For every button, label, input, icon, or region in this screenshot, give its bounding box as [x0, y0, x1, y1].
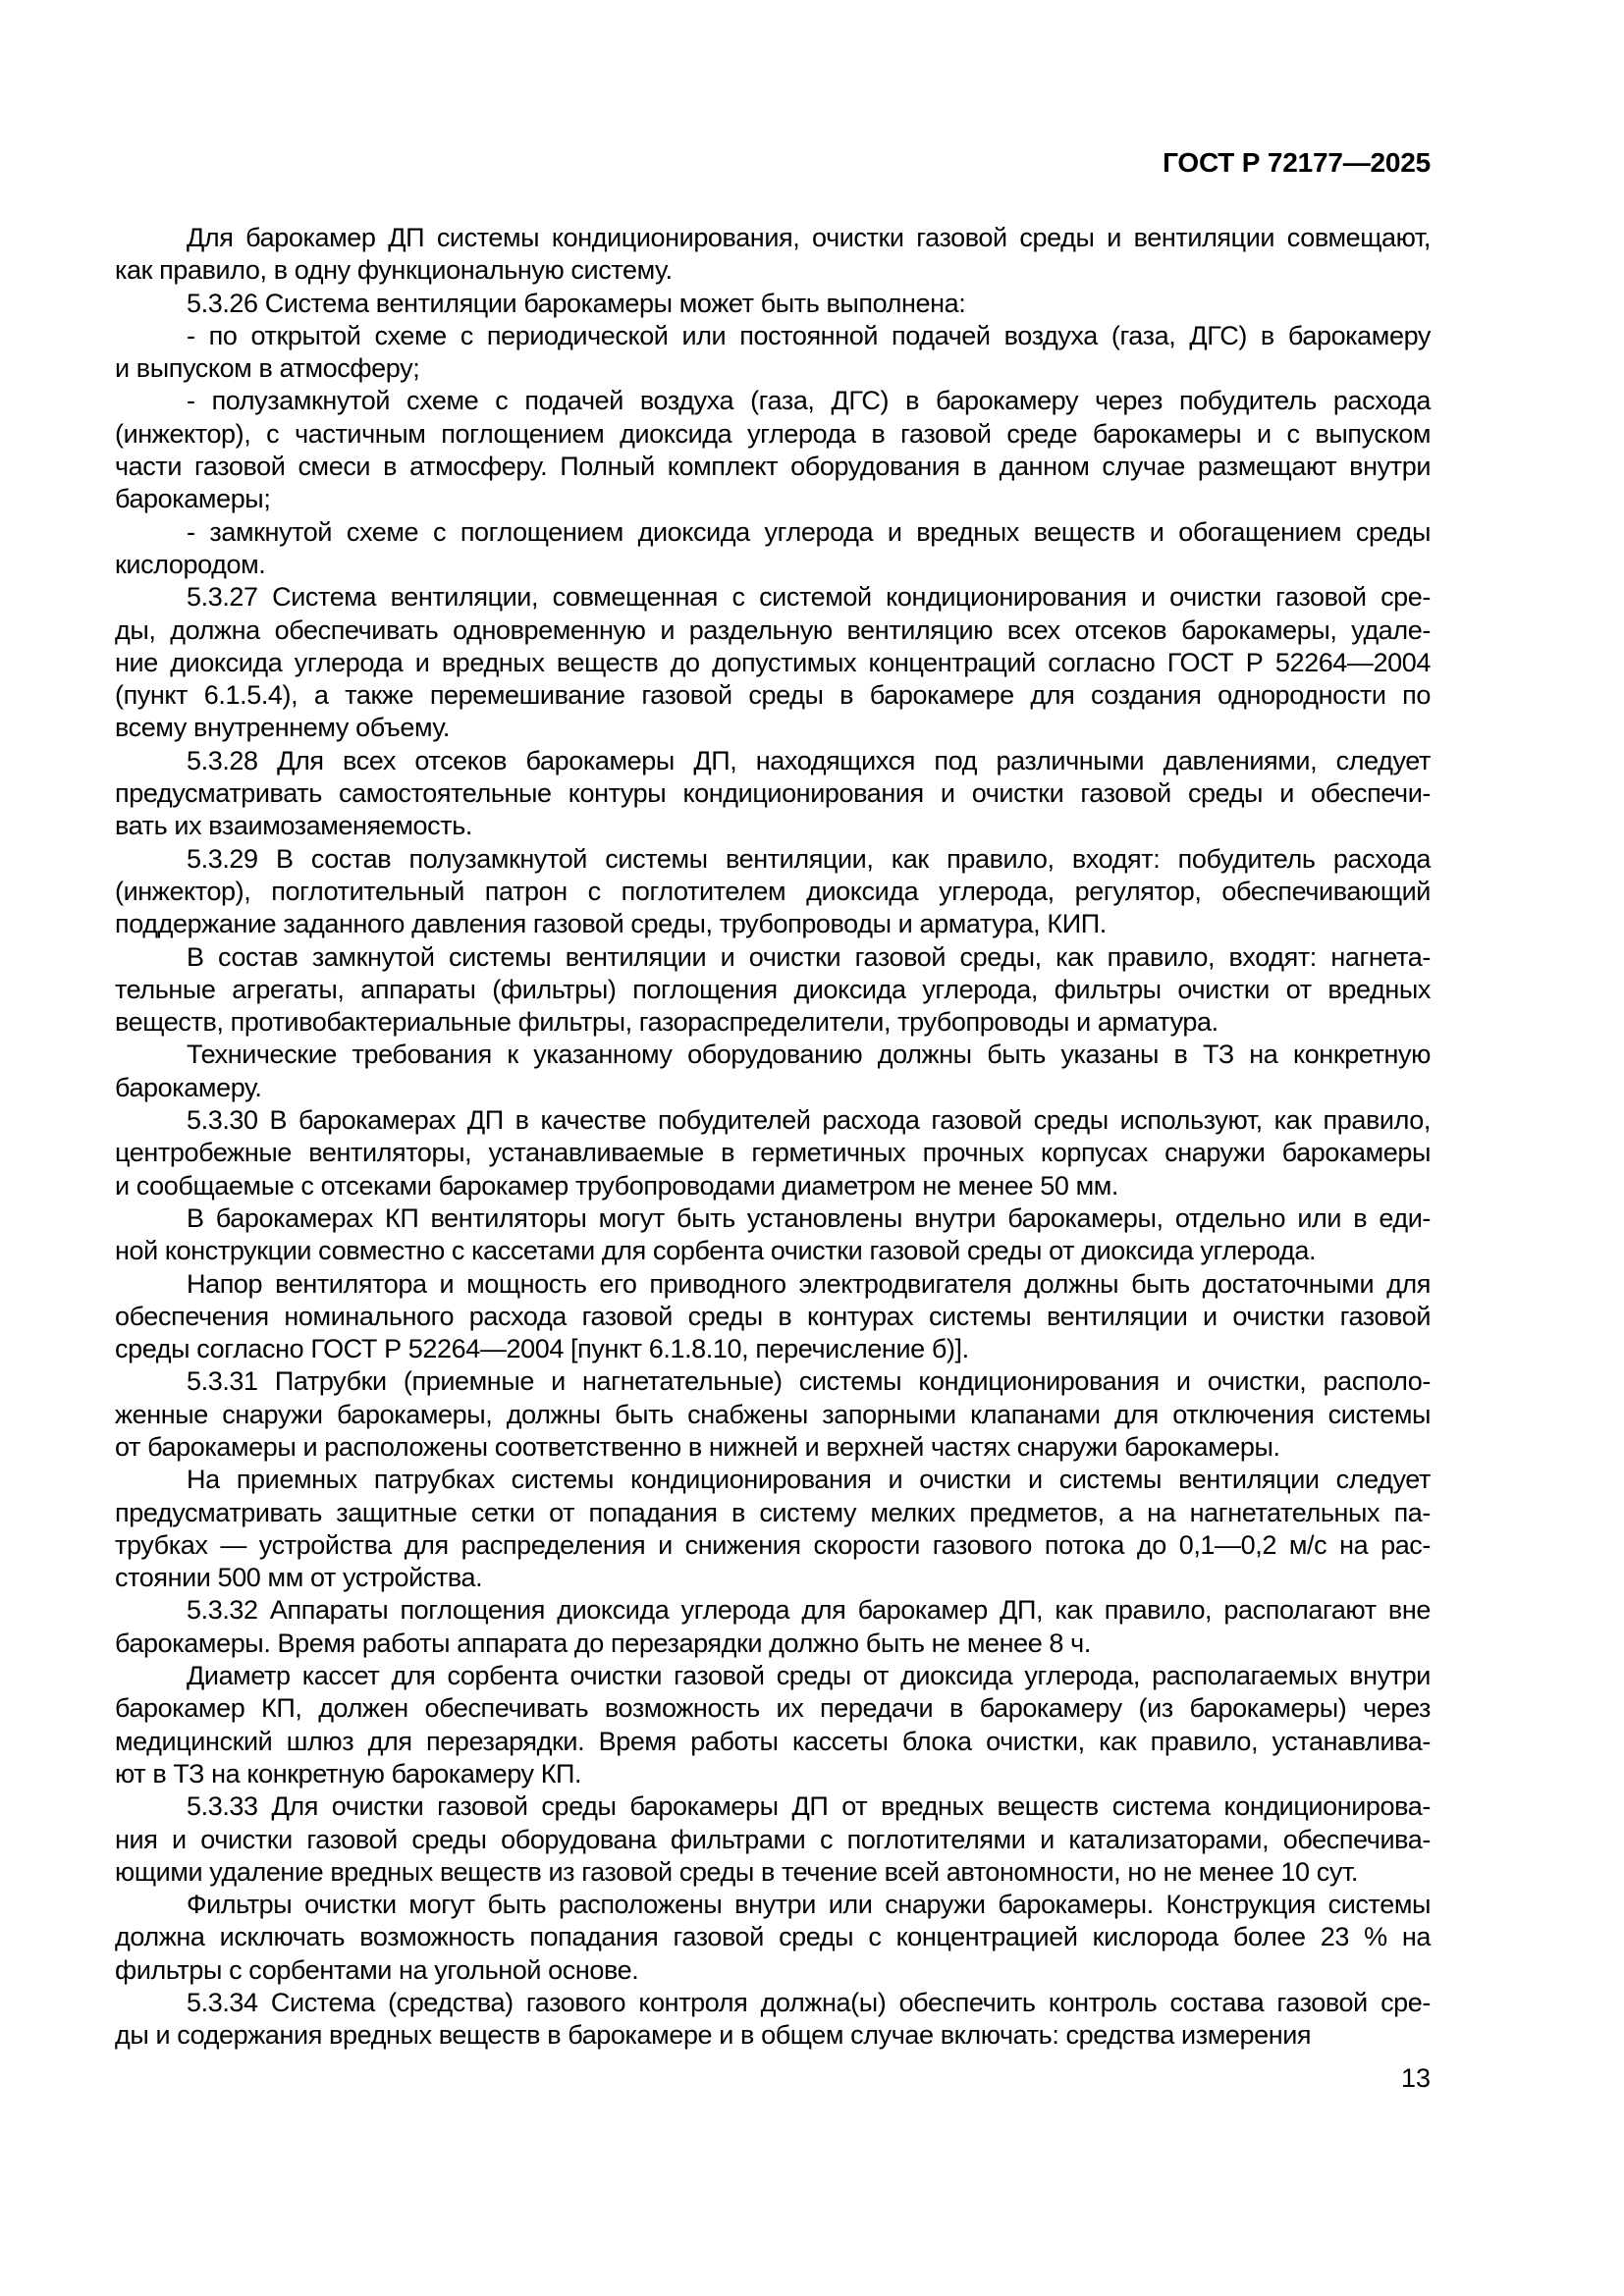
- text-line: барокамеру.: [115, 1072, 262, 1102]
- text-line: вать их взаимозаменяемость.: [115, 811, 473, 841]
- text-line: 5.3.27 Система вентиляции, совмещенная с системой кондиционирования и очистки газовой сре-: [187, 582, 1431, 613]
- text-line: трубках — устройства для распределения и снижения скорости газового потока до 0,1—0,2 м/с на рас-: [115, 1529, 1431, 1560]
- text-line: предусматривать защитные сетки от попадания в систему мелких предметов, а на нагнетательных па-: [115, 1497, 1431, 1527]
- text-line: - полузамкнутой схеме с подачей воздуха (газа, ДГС) в барокамеру через побудитель расхода: [187, 386, 1431, 416]
- text-line: 5.3.28 Для всех отсеков барокамеры ДП, находящихся под различными давлениями, следует: [187, 745, 1431, 775]
- text-line: 5.3.31 Патрубки (приемные и нагнетательные) системы кондиционирования и очистки, располо-: [187, 1366, 1431, 1397]
- text-line: - замкнутой схеме с поглощением диоксида углерода и вредных веществ и обогащением среды: [187, 516, 1431, 547]
- text-line: ния и очистки газовой среды оборудована фильтрами с поглотителями и катализаторами, обеспечива-: [115, 1824, 1431, 1854]
- text-line: и выпуском в атмосферу;: [115, 353, 420, 384]
- text-line: медицинский шлюз для перезарядки. Время работы кассеты блока очистки, как правило, устанавлива-: [115, 1726, 1431, 1756]
- text-line: 5.3.34 Система (средства) газового контроля должна(ы) обеспечить контроль состава газовой сре-: [187, 1988, 1431, 2018]
- text-line: барокамеры. Время работы аппарата до перезарядки должно быть не менее 8 ч.: [115, 1628, 1091, 1658]
- text-line: обеспечения номинального расхода газовой среды в контурах системы вентиляции и очистки газовой: [115, 1301, 1431, 1331]
- text-line: - по открытой схеме с периодической или постоянной подачей воздуха (газа, ДГС) в барокамеру: [187, 320, 1431, 350]
- text-line: ды и содержания вредных веществ в барокамере и в общем случае включать: средства измерения: [115, 2020, 1312, 2051]
- text-line: 5.3.33 Для очистки газовой среды барокамеры ДП от вредных веществ система кондиционирова-: [187, 1791, 1431, 1822]
- text-line: кислородом.: [115, 549, 266, 579]
- text-line: (инжектор), с частичным поглощением диоксида углерода в газовой среде барокамеры и с выпуском: [115, 418, 1431, 449]
- text-line: как правило, в одну функциональную систему.: [115, 255, 673, 286]
- text-line: В состав замкнутой системы вентиляции и очистки газовой среды, как правило, входят: нагнета-: [187, 941, 1431, 972]
- text-line: барокамеры;: [115, 484, 271, 514]
- text-line: На приемных патрубках системы кондиционирования и очистки и системы вентиляции следует: [187, 1465, 1431, 1495]
- text-line: Напор вентилятора и мощность его приводного электродвигателя должны быть достаточными для: [187, 1268, 1431, 1299]
- text-line: должна исключать возможность попадания газовой среды с концентрацией кислорода более 23 % на: [115, 1922, 1431, 1952]
- text-line: фильтры с сорбентами на угольной основе.: [115, 1954, 639, 1985]
- text-line: 5.3.32 Аппараты поглощения диоксида углерода для барокамер ДП, как правило, располагают вне: [187, 1595, 1431, 1626]
- text-line: В барокамерах КП вентиляторы могут быть установлены внутри барокамеры, отдельно или в еди-: [187, 1202, 1431, 1233]
- text-line: от барокамеры и расположены соответственно в нижней и верхней частях снаружи барокамеры.: [115, 1431, 1280, 1462]
- text-line: ной конструкции совместно с кассетами для сорбента очистки газовой среды от диоксида углерода.: [115, 1236, 1317, 1266]
- text-line: всему внутреннему объему.: [115, 713, 450, 743]
- text-line: 5.3.26 Система вентиляции барокамеры может быть выполнена:: [187, 288, 966, 318]
- text-line: барокамер КП, должен обеспечивать возможность их передачи в барокамеру (из барокамеры) через: [115, 1693, 1431, 1724]
- text-line: 5.3.29 В состав полузамкнутой системы вентиляции, как правило, входят: побудитель расхода: [187, 843, 1431, 874]
- document-header-standard-number: ГОСТ Р 72177—2025: [1163, 147, 1431, 178]
- text-line: женные снаружи барокамеры, должны быть снабжены запорными клапанами для отключения системы: [115, 1399, 1431, 1429]
- text-line: (инжектор), поглотительный патрон с поглотителем диоксида углерода, регулятор, обеспечивающий: [115, 876, 1431, 906]
- text-line: Технические требования к указанному оборудованию должны быть указаны в ТЗ на конкретную: [187, 1040, 1431, 1070]
- text-line: Для барокамер ДП системы кондиционирования, очистки газовой среды и вентиляции совмещают,: [187, 223, 1431, 252]
- text-line: 5.3.30 В барокамерах ДП в качестве побудителей расхода газовой среды используют, как правило,: [187, 1105, 1431, 1136]
- text-line: части газовой смеси в атмосферу. Полный комплект оборудования в данном случае размещают внутри: [115, 452, 1431, 482]
- page-number: 13: [1400, 2063, 1431, 2093]
- text-line: центробежные вентиляторы, устанавливаемые в герметичных прочных корпусах снаружи барокамеры: [115, 1138, 1431, 1168]
- text-line: и сообщаемые с отсеками барокамер трубопроводами диаметром не менее 50 мм.: [115, 1170, 1119, 1201]
- text-line: стоянии 500 мм от устройства.: [115, 1563, 483, 1593]
- text-line: предусматривать самостоятельные контуры кондиционирования и очистки газовой среды и обеспечи-: [115, 778, 1431, 809]
- text-line: веществ, противобактериальные фильтры, газораспределители, трубопроводы и арматура.: [115, 1007, 1218, 1038]
- text-line: Диаметр кассет для сорбента очистки газовой среды от диоксида углерода, располагаемых внутри: [187, 1661, 1431, 1691]
- text-line: ющими удаление вредных веществ из газовой среды в течение всей автономности, но не менее 10 сут.: [115, 1856, 1359, 1887]
- text-line: среды согласно ГОСТ Р 52264—2004 [пункт 6.1.8.10, перечисление б)].: [115, 1334, 969, 1364]
- text-line: (пункт 6.1.5.4), а также перемешивание газовой среды в барокамере для создания однородности по: [115, 680, 1431, 711]
- text-line: ды, должна обеспечивать одновременную и раздельную вентиляцию всех отсеков барокамеры, удале-: [115, 614, 1431, 645]
- text-line: ние диоксида углерода и вредных веществ до допустимых концентраций согласно ГОСТ Р 52264—2004: [115, 647, 1431, 677]
- text-line: тельные агрегаты, аппараты (фильтры) поглощения диоксида углерода, фильтры очистки от вредных: [115, 974, 1431, 1004]
- text-line: поддержание заданного давления газовой среды, трубопроводы и арматура, КИП.: [115, 909, 1107, 939]
- text-line: ют в ТЗ на конкретную барокамеру КП.: [115, 1758, 582, 1789]
- text-line: Фильтры очистки могут быть расположены внутри или снаружи барокамеры. Конструкция системы: [187, 1890, 1431, 1920]
- document-body: [115, 222, 1431, 2053]
